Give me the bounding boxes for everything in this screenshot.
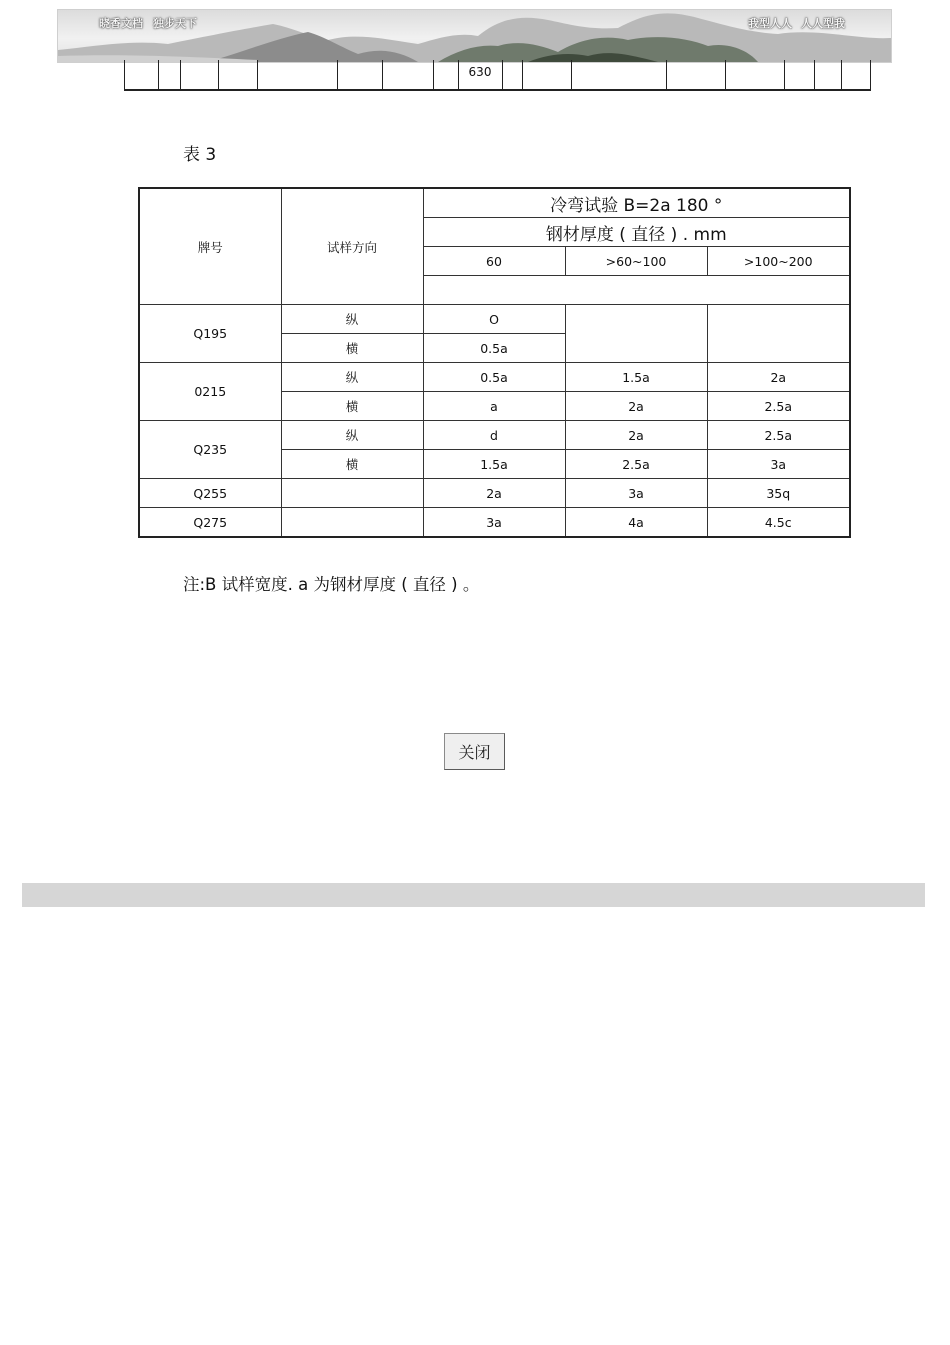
header-col: 60 — [423, 247, 565, 276]
value-cell: 2.5a — [707, 421, 850, 450]
value-cell: 2a — [565, 421, 707, 450]
direction-cell: 横 — [281, 334, 423, 363]
value-cell: 2a — [565, 392, 707, 421]
value-cell: 35q — [707, 479, 850, 508]
value-cell: 2.5a — [565, 450, 707, 479]
banner-text-right-2: 人人型我 — [801, 17, 845, 30]
empty-cell — [565, 305, 707, 363]
header-col: >60~100 — [565, 247, 707, 276]
value-cell: 2a — [707, 363, 850, 392]
direction-cell: 纵 — [281, 305, 423, 334]
close-button[interactable]: 关闭 — [444, 733, 505, 770]
value-cell: 4a — [565, 508, 707, 538]
direction-cell — [281, 479, 423, 508]
table-row — [139, 479, 850, 508]
value-cell: 3a — [565, 479, 707, 508]
header-row — [139, 188, 850, 218]
value-cell: 2a — [423, 479, 565, 508]
direction-cell: 横 — [281, 450, 423, 479]
footer-bar — [22, 883, 925, 907]
table-note: 注:B 试样宽度. a 为钢材厚度 ( 直径 ) 。 — [183, 575, 480, 594]
value-cell: 3a — [423, 508, 565, 538]
grade-cell: 0215 — [139, 363, 281, 421]
fragment-value: 630 — [468, 65, 492, 79]
direction-cell — [281, 508, 423, 538]
direction-cell: 纵 — [281, 363, 423, 392]
banner-text-right-1: 我型人人 — [748, 17, 792, 30]
grade-cell: Q235 — [139, 421, 281, 479]
direction-cell: 纵 — [281, 421, 423, 450]
table-row — [139, 508, 850, 538]
header-test: 冷弯试验 B=2a 180 ° — [423, 188, 850, 218]
header-banner — [57, 9, 892, 63]
value-cell: 2.5a — [707, 392, 850, 421]
empty-cell — [423, 276, 850, 305]
header-thickness: 钢材厚度 ( 直径 ) . mm — [423, 218, 850, 247]
value-cell: 0.5a — [423, 363, 565, 392]
table-row — [139, 305, 850, 334]
grade-cell: Q195 — [139, 305, 281, 363]
previous-table-fragment — [124, 60, 871, 91]
banner-text-left-2: 独步天下 — [153, 17, 197, 30]
value-cell: 3a — [707, 450, 850, 479]
table-row — [139, 421, 850, 450]
header-col: >100~200 — [707, 247, 850, 276]
grade-cell: Q255 — [139, 479, 281, 508]
header-grade: 牌号 — [139, 188, 281, 305]
header-direction: 试样方向 — [281, 188, 423, 305]
table-caption: 表 3 — [183, 145, 217, 165]
empty-cell — [707, 305, 850, 363]
direction-cell: 横 — [281, 392, 423, 421]
value-cell: 1.5a — [423, 450, 565, 479]
value-cell: 0.5a — [423, 334, 565, 363]
cold-bend-test-table — [138, 187, 851, 538]
value-cell: d — [423, 421, 565, 450]
table-row — [139, 363, 850, 392]
grade-cell: Q275 — [139, 508, 281, 538]
value-cell: 1.5a — [565, 363, 707, 392]
value-cell: O — [423, 305, 565, 334]
value-cell: a — [423, 392, 565, 421]
value-cell: 4.5c — [707, 508, 850, 538]
banner-text-left-1: 晓香文档 — [99, 17, 143, 30]
